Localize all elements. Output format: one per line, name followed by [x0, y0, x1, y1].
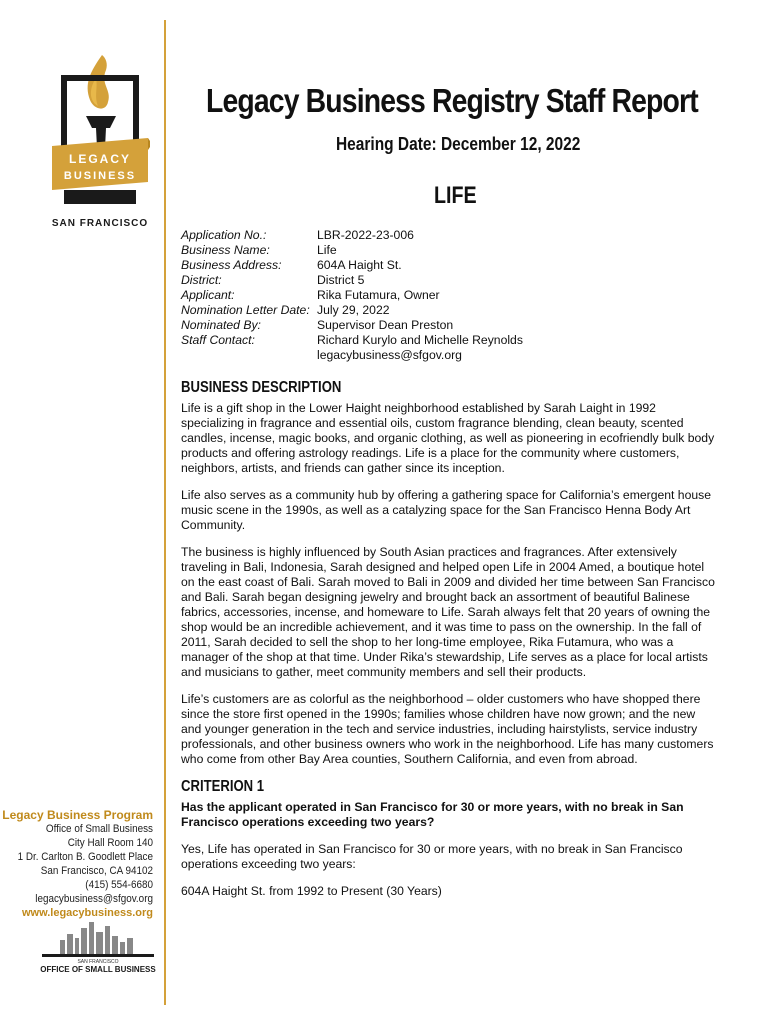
logo-text-business: BUSINESS	[63, 170, 137, 182]
contact-line: 1 Dr. Carlton B. Goodlett Place	[17, 851, 153, 863]
description-paragraph: Life also serves as a community hub by offering a gathering space for California’s emergent house music scene in the 1990s, as well as a catalyzing space for the San Francisco Henna Body Art Community.	[181, 488, 712, 532]
business-name-heading: LIFE	[434, 182, 477, 209]
info-value: LBR-2022-23-006	[317, 228, 414, 242]
contact-line: San Francisco, CA 94102	[40, 865, 153, 877]
office-of-small-business-logo	[38, 918, 158, 974]
info-label: Business Address:	[181, 258, 282, 272]
criterion-detail: 604A Haight St. from 1992 to Present (30 Years)	[181, 884, 442, 898]
info-label: Application No.:	[181, 228, 267, 242]
info-value: Life	[317, 243, 337, 257]
info-row	[181, 333, 523, 348]
info-label: District:	[181, 273, 222, 287]
info-row	[181, 318, 523, 333]
criterion-answer: Yes, Life has operated in San Francisco for 30 or more years, with no break in San Francisco operations exceeding two years:	[181, 842, 683, 871]
program-contact-block	[0, 808, 153, 920]
info-row	[181, 258, 523, 273]
gold-divider-line	[164, 20, 166, 1005]
report-body	[181, 380, 716, 911]
program-website-link[interactable]: www.legacybusiness.org	[21, 907, 153, 919]
info-value: Supervisor Dean Preston	[317, 318, 454, 332]
contact-line: City Hall Room 140	[67, 837, 153, 849]
info-value: 604A Haight St.	[317, 258, 402, 272]
description-paragraph: Life’s customers are as colorful as the neighborhood – older customers who have shopped there since the store first opened in the 1990s; families whose children have now grown; and the new and younger generation in the tech and service industries, including hairstylists, service industry professionals, and other business owners who work in the neighborhood. Life has many customers who come from other Bay Area counties, Southern California, and even from abroad.	[181, 692, 714, 766]
info-label: Business Name:	[181, 243, 270, 257]
business-description-heading: BUSINESS DESCRIPTION	[181, 379, 342, 396]
contact-email: legacybusiness@sfgov.org	[35, 893, 153, 905]
contact-line: Office of Small Business	[45, 823, 153, 835]
logo-text-city: SAN FRANCISCO	[51, 218, 149, 229]
report-title: Legacy Business Registry Staff Report	[206, 82, 698, 119]
info-value: Rika Futamura, Owner	[317, 288, 440, 302]
program-name: Legacy Business Program	[2, 808, 153, 822]
hearing-date: Hearing Date: December 12, 2022	[336, 134, 581, 154]
osb-city-text: SAN FRANCISCO	[77, 959, 119, 965]
logo-text-legacy: LEGACY	[68, 152, 132, 166]
info-value: District 5	[317, 273, 365, 287]
criterion-question: Has the applicant operated in San Francisco for 30 or more years, with no break in San Francisco operations exceeding two years?	[181, 800, 684, 829]
info-label	[181, 348, 317, 363]
info-label: Staff Contact:	[181, 333, 255, 347]
info-row	[181, 288, 523, 303]
criterion-heading: CRITERION 1	[181, 778, 265, 795]
info-value: July 29, 2022	[317, 303, 390, 317]
info-row	[181, 228, 523, 243]
info-label: Applicant:	[181, 288, 235, 302]
description-paragraph: Life is a gift shop in the Lower Haight neighborhood established by Sarah Laight in 1992 specializing in fragrance and essential oils, custom fragrance blending, clean beauty, scented candles, incense, magic books, and organic clothing, as well as pioneering in ecofriendly bulk body products and offering astrology readings. Life is a place for the community where customers, neighbors, artists, and friends can gather since its inception.	[181, 401, 715, 475]
info-row	[181, 273, 523, 288]
info-email: legacybusiness@sfgov.org	[317, 348, 462, 362]
info-row	[181, 348, 523, 363]
info-row	[181, 243, 523, 258]
legacy-business-logo	[50, 50, 150, 230]
application-info	[181, 228, 523, 363]
info-label: Nominated By:	[181, 318, 261, 332]
info-row	[181, 303, 523, 318]
info-label: Nomination Letter Date:	[181, 303, 310, 317]
description-paragraph: The business is highly influenced by South Asian practices and fragrances. After extensively traveling in Bali, Indonesia, Sarah designed and helped open Life in 2004 Amed, a boutique hotel on the east coast of Bali. Sarah moved to Bali in 2009 and divided her time between San Francisco and Bali. Sarah began designing jewelry and brought back an assortment of beautiful Balinese fabrics, accessories, incense, and homeware to Life. Sarah always felt that 20 years of owning the shop would be an incredible achievement, and it was time to pass on the ownership. In the fall of 2011, Sarah decided to sell the shop to her long-time employee, Rika Futamura, who was a manager of the shop at that time. Under Rika’s stewardship, Life serves as a place for local artists and musicians to gather, meet community members and sell their products.	[181, 545, 715, 679]
info-value: Richard Kurylo and Michelle Reynolds	[317, 333, 523, 347]
contact-line: (415) 554-6680	[85, 879, 153, 891]
osb-name-text: OFFICE OF SMALL BUSINESS	[40, 965, 156, 974]
